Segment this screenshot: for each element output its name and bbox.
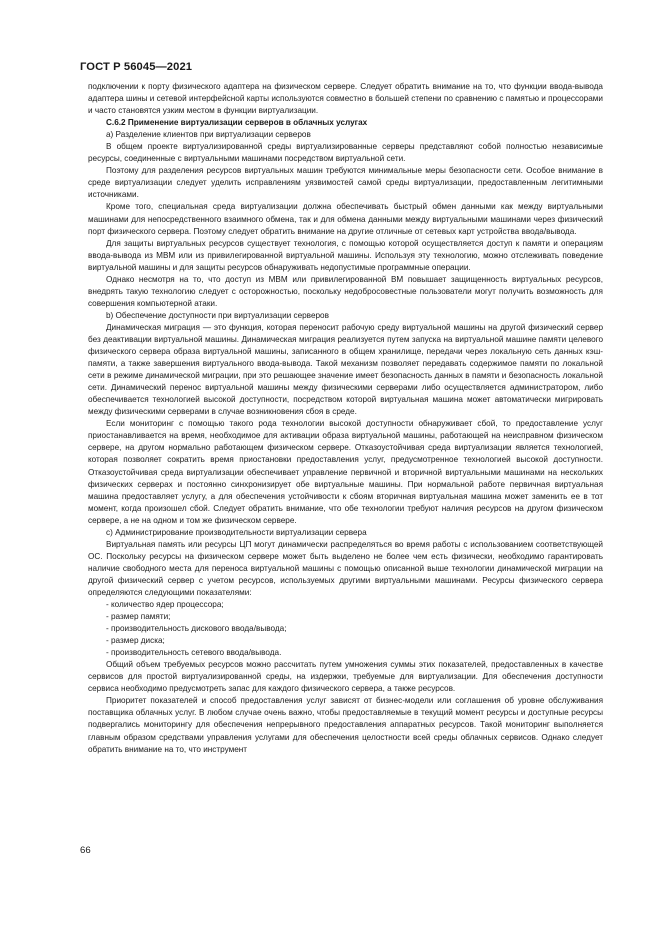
subsection-heading: а) Разделение клиентов при виртуализации серверов — [106, 130, 311, 140]
list-item: - количество ядер процессора; — [106, 600, 224, 610]
page-number: 66 — [80, 845, 91, 856]
document-header: ГОСТ Р 56045—2021 — [80, 61, 193, 73]
paragraph: Динамическая миграция — это функция, которая переносит рабочую среду виртуальной машины на другой физический сервер без деактивации виртуальной машины. Динамическая миграция реализуется путем запуска на виртуальной машине памяти целевого физического сервера образа виртуальной машины, записанного в общем хранилище, передачи через локальную сеть данных кэш-памяти, а также завершения виртуального ввода-вывода. Такой механизм позволяет передавать содержимое памяти по локальной сети в режиме динамической миграции, при это решающее значение имеет безопасность данных в памяти и безопасность локальной сети. Динамический перенос виртуальной машины между физическими серверами либо осуществляется администратором, либо обеспечивается технологией высокой доступности, посредством которой виртуальная машина может автоматически мигрировать между физическими серверами в случае возникновения сбоя в среде. — [88, 322, 603, 417]
paragraph: Приоритет показателей и способ предоставления услуг зависят от бизнес-модели или соглашения об уровне обслуживания поставщика облачных услуг. В любом случае очень важно, чтобы предоставляемые в текущий момент ресурсы и доступные ресурсы подвергались мониторингу для обеспечения непрерывного предоставления аппаратных ресурсов. Такой мониторинг выполняется главным образом средствами управления услугами для обеспечения целостности всей среды облачных сервисов. Однако следует обратить внимание на то, что инструмент — [88, 696, 603, 754]
subsection-heading: b) Обеспечение доступности при виртуализации серверов — [106, 310, 329, 320]
paragraph: подключении к порту физического адаптера на физическом сервере. Следует обратить внимание на то, что функции ввода-вывода адаптера шины и сетевой интерфейсной карты используются совместно в большей степени по сравнению с памятью и процессорами и часто становятся узким местом в функции виртуализации. — [88, 82, 603, 116]
paragraph: Поэтому для разделения ресурсов виртуальных машин требуются минимальные меры безопасности сети. Особое внимание в среде виртуализации следует уделить исправлениям уязвимостей самой среды виртуализации, предоставленным легитимными источниками. — [88, 166, 603, 200]
paragraph: Если мониторинг с помощью такого рода технологии высокой доступности обнаруживает сбой, то предоставление услуг приостанавливается на время, необходимое для активации образа виртуальной машины, работающей на неисправном физическом сервере, на другом нормально работающем физическом сервере. Отказоустойчивая среда виртуализации является технологией, которая позволяет сократить время приостановки предоставления услуг, предусмотренное технологией высокой доступности. Отказоустойчивая среда виртуализации обеспечивает управление первичной и вторичной виртуальными машинами на нескольких физических серверах и постоянно синхронизирует обе виртуальные машины. При нормальной работе первичная виртуальная машина предоставляет услугу, а для обеспечения устойчивости к сбоям вторичная виртуальная машина может заменить ее в тот момент, когда произошел сбой. Следует обратить внимание, что обе технологии требуют наличия ресурсов на другом физическом сервере, а не на одном и том же физическом сервере. — [88, 419, 603, 525]
paragraph: В общем проекте виртуализированной среды виртуализированные серверы представляют собой полностью независимые ресурсы, соединенные с виртуальными машинами посредством виртуальной сети. — [88, 142, 603, 164]
section-heading: С.6.2 Применение виртуализации серверов в облачных услугах — [106, 118, 368, 128]
paragraph: Кроме того, специальная среда виртуализации должна обеспечивать быстрый обмен данными как между виртуальными машинами для непосредственного взаимного обмена, так и для обмена данными между виртуальными машинами через физический порт физического сервера. Поэтому следует обратить внимание на другие отличные от сетевых карт устройства ввода/вывода. — [88, 202, 603, 236]
paragraph: Виртуальная память или ресурсы ЦП могут динамически распределяться во время работы с использованием соответствующей ОС. Поскольку ресурсы на физическом сервере может быть выделено не более чем есть физически, необходимо гарантировать наличие свободного места для переноса виртуальной машины с помощью описанной выше технологии динамической миграции на другой физический сервер с учетом ресурсов, используемых другими виртуальными машинами. Ресурсы физического сервера определяются следующими показателями: — [88, 539, 603, 597]
list-item: - производительность сетевого ввода/вывода. — [106, 648, 282, 658]
paragraph: Однако несмотря на то, что доступ из МВМ или привилегированной ВМ повышает защищенность виртуальных ресурсов, внедрять такую технологию следует с осторожностью, поскольку недобросовестные пользователи могут получить возможность для совершения компьютерной атаки. — [88, 274, 603, 308]
subsection-heading: с) Администрирование производительности виртуализации сервера — [106, 527, 367, 537]
list-item: - производительность дискового ввода/вывода; — [106, 624, 287, 634]
paragraph: Для защиты виртуальных ресурсов существует технология, с помощью которой осуществляется доступ к памяти и операциям ввода-вывода из МВМ или из привилегированной виртуальной машины. Используя эту технологию, можно отслеживать поведение виртуальной машины и для защиты ресурсов обнаруживать недопустимые программные операции. — [88, 238, 603, 272]
list-item: - размер памяти; — [106, 612, 171, 622]
paragraph: Общий объем требуемых ресурсов можно рассчитать путем умножения суммы этих показателей, предоставленных в качестве сервисов для простой виртуализированной среды, на издержки, требуемые для виртуализации. Для обеспечения доступности сервиса необходимо предусмотреть запас для каждого физического сервера, а также ресурсов. — [88, 660, 603, 694]
document-body — [88, 81, 603, 756]
list-item: - размер диска; — [106, 636, 165, 646]
